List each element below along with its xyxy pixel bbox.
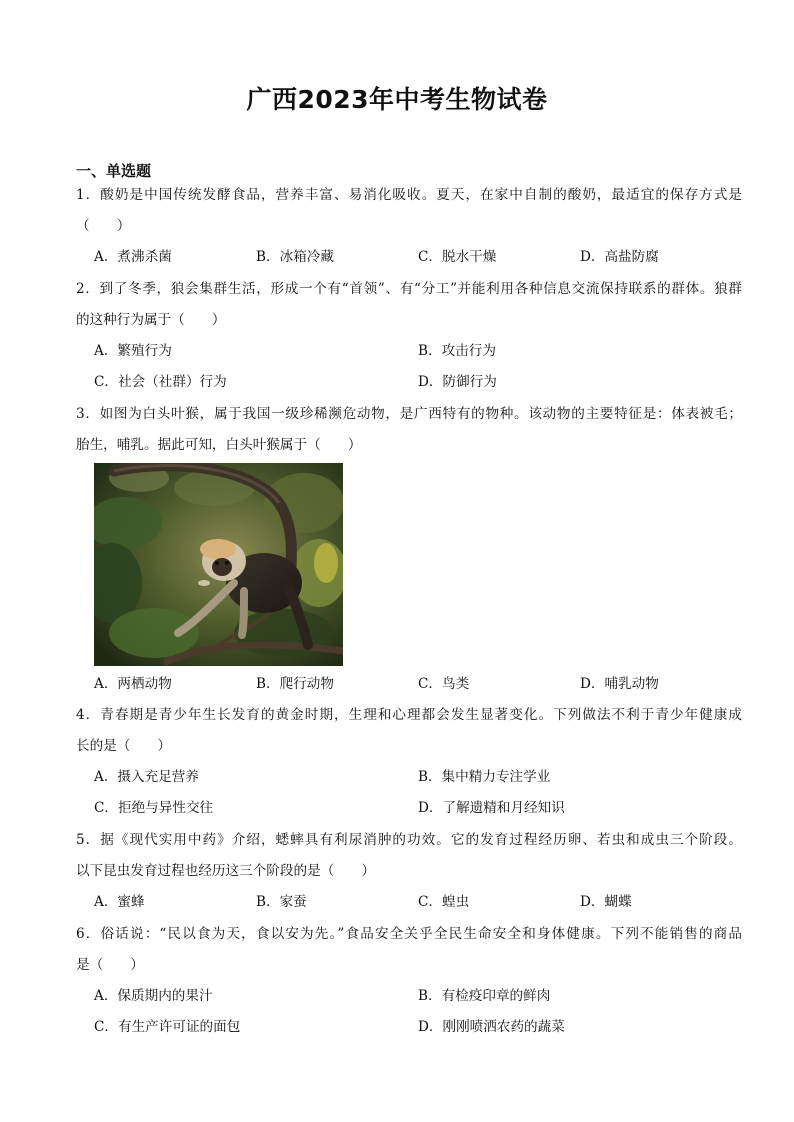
question-6-option-c[interactable]: C．有生产许可证的面包 [94, 1019, 241, 1035]
question-2-option-b[interactable]: B．攻击行为 [418, 343, 496, 359]
question-3-option-c[interactable]: C．鸟类 [418, 676, 470, 692]
question-3-stem-line-2: 胎生，哺乳。据此可知，白头叶猴属于（ ） [76, 437, 362, 453]
question-6-option-b[interactable]: B．有检疫印章的鲜肉 [418, 988, 551, 1004]
question-4-stem-line-1: 4．青春期是青少年生长发育的黄金时期，生理和心理都会发生显著变化。下列做法不利于青少年健康成 [76, 707, 742, 723]
question-1-stem-line-2: （ ） [76, 218, 131, 234]
question-4-option-b[interactable]: B．集中精力专注学业 [418, 769, 551, 785]
question-3-option-d[interactable]: D．哺乳动物 [580, 676, 659, 692]
question-5-option-d[interactable]: D．蝴蝶 [580, 894, 632, 910]
question-4-option-d[interactable]: D．了解遗精和月经知识 [418, 800, 565, 816]
question-4-stem-line-2: 长的是（ ） [76, 738, 172, 754]
question-6-option-d[interactable]: D．刚刚喷洒农药的蔬菜 [418, 1019, 565, 1035]
question-1-option-c[interactable]: C．脱水干燥 [418, 249, 497, 265]
question-6-stem-line-1: 6．俗话说：“民以食为天，食以安为先。”食品安全关乎全民生命安全和身体健康。下列不能销售的商品 [76, 926, 742, 942]
question-2-option-d[interactable]: D．防御行为 [418, 374, 497, 390]
question-5-option-a[interactable]: A．蜜蜂 [94, 894, 145, 910]
question-1-option-a[interactable]: A．煮沸杀菌 [94, 249, 172, 265]
exam-title: 广西2023年中考生物试卷 [246, 85, 548, 114]
question-5-option-b[interactable]: B．家蚕 [256, 894, 307, 910]
section-heading: 一、单选题 [76, 162, 152, 180]
question-2-option-a[interactable]: A．繁殖行为 [94, 343, 172, 359]
question-5-stem-line-1: 5．据《现代实用中药》介绍，蟋蟀具有利尿消肿的功效。它的发育过程经历卵、若虫和成虫三个阶段。 [76, 832, 742, 848]
question-3-option-b[interactable]: B．爬行动物 [256, 676, 334, 692]
question-2-option-c[interactable]: C．社会（社群）行为 [94, 374, 227, 390]
white-headed-langur-photo [94, 463, 343, 666]
question-3-option-a[interactable]: A．两栖动物 [94, 676, 172, 692]
question-1-stem-line-1: 1．酸奶是中国传统发酵食品，营养丰富、易消化吸收。夏天，在家中自制的酸奶，最适宜的保存方式是 [76, 187, 742, 203]
question-5-stem-line-2: 以下昆虫发育过程也经历这三个阶段的是（ ） [76, 863, 376, 879]
question-2-stem-line-2: 的这种行为属于（ ） [76, 312, 226, 328]
question-6-stem-line-2: 是（ ） [76, 957, 144, 973]
question-1-option-d[interactable]: D．高盐防腐 [580, 249, 659, 265]
question-1-option-b[interactable]: B．冰箱冷藏 [256, 249, 334, 265]
question-4-option-a[interactable]: A．摄入充足营养 [94, 769, 199, 785]
question-3-stem-line-1: 3．如图为白头叶猴，属于我国一级珍稀濒危动物，是广西特有的物种。该动物的主要特征是：体表被毛； [76, 406, 742, 422]
question-4-option-c[interactable]: C．拒绝与异性交往 [94, 800, 214, 816]
question-2-stem-line-1: 2．到了冬季，狼会集群生活，形成一个有“首领”、有“分工”并能利用各种信息交流保持联系的群体。狼群 [76, 281, 742, 297]
question-6-option-a[interactable]: A．保质期内的果汁 [94, 988, 213, 1004]
question-5-option-c[interactable]: C．蝗虫 [418, 894, 470, 910]
